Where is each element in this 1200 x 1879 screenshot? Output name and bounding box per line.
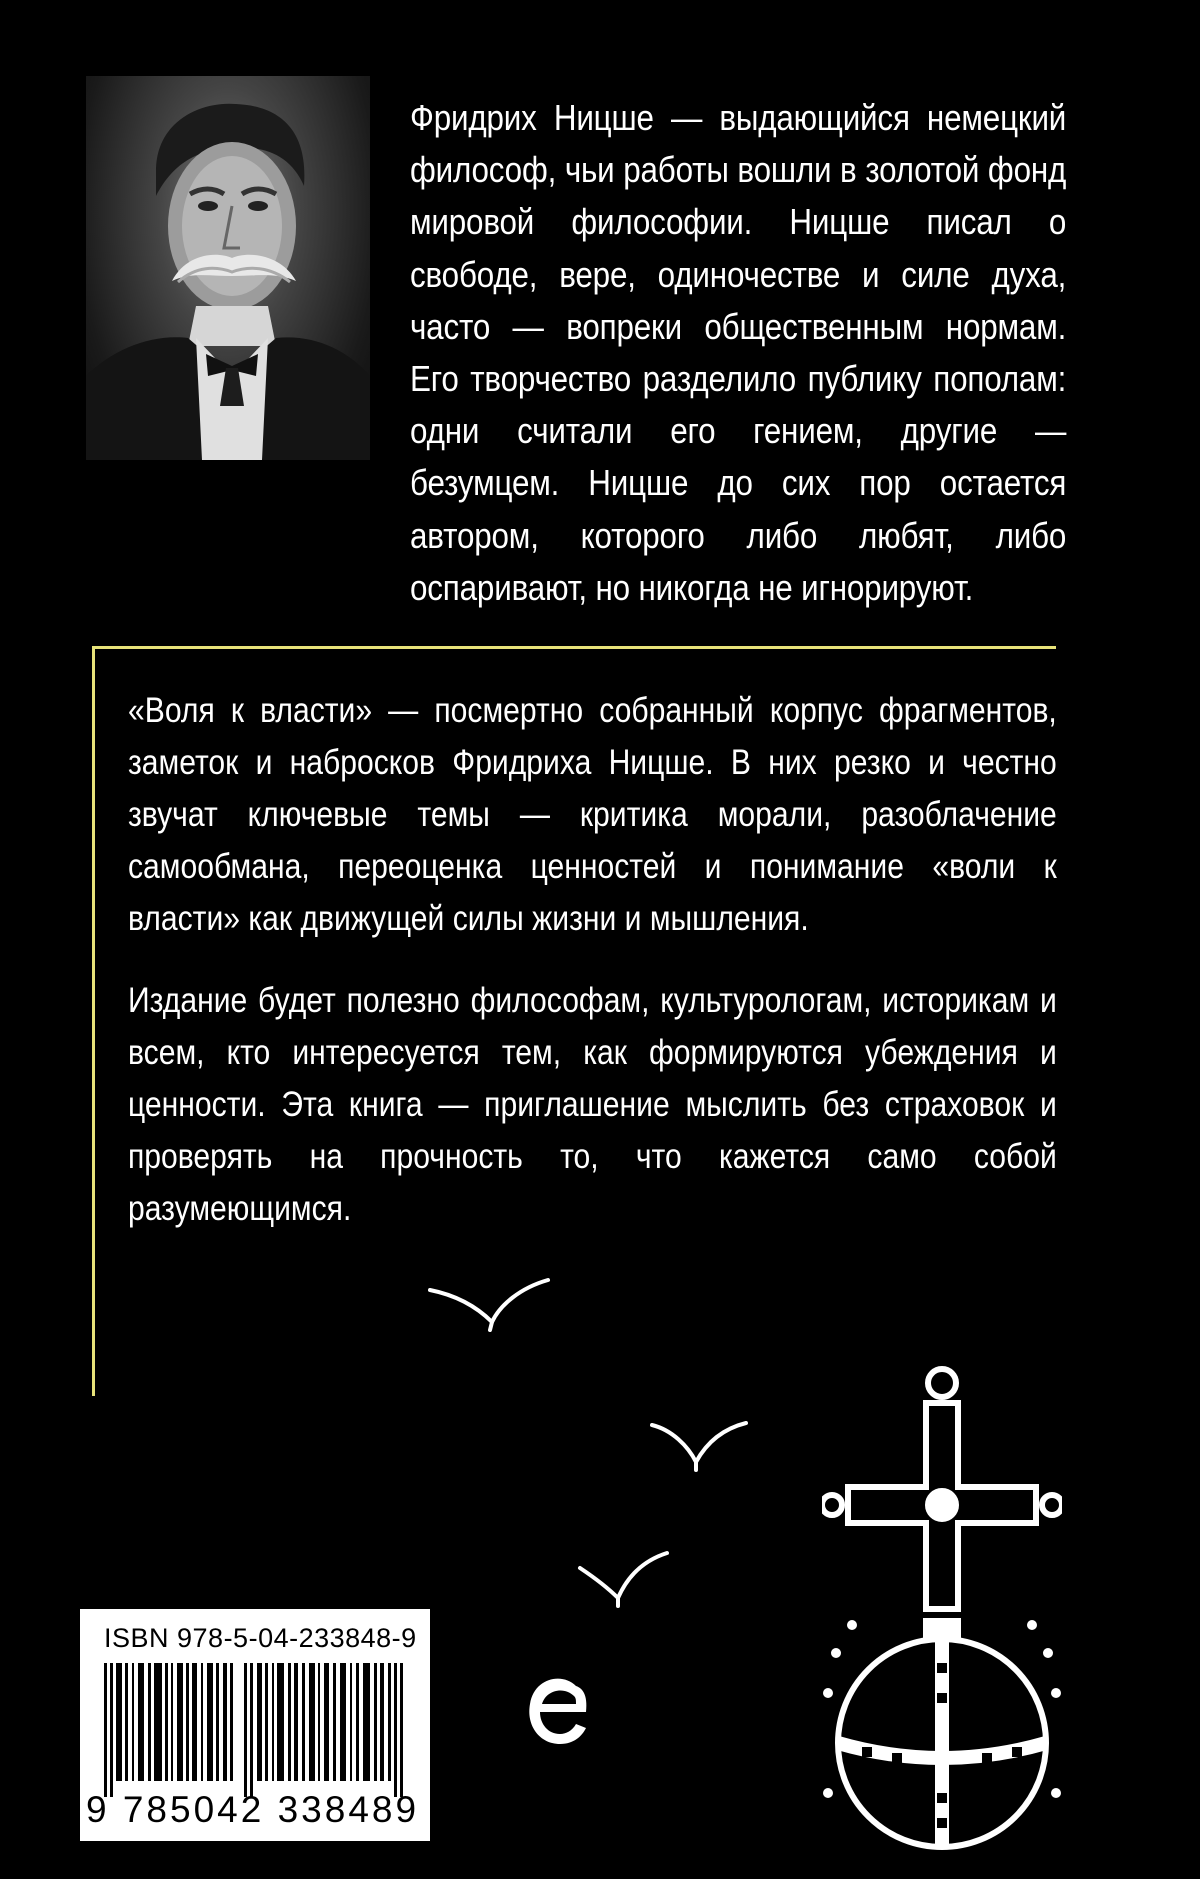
author-bio: Фридрих Ницше — выдающийся немецкий философ, чьи работы вошли в золотой фонд мировой философии. Ницше писал о свободе, вере, одиночестве и силе духа, часто — вопреки общественным нормам. Его творчество разделило публику пополам: одни считали его гением, другие — безумцем. Ницше до сих пор остается автором, которого либо любят, либо оспаривают, но никогда не игнорируют. <box>410 97 1067 608</box>
bird-icon <box>430 1280 548 1322</box>
book-description <box>128 685 1057 1265</box>
orb-cross-icon <box>822 1363 1062 1855</box>
barcode-area <box>80 1609 430 1872</box>
isbn-label: ISBN 978-5-04-233848-9 <box>104 1623 417 1653</box>
portrait-photo <box>86 76 370 460</box>
barcode <box>104 1663 404 1797</box>
publisher-logo-icon <box>520 1664 594 1764</box>
description-paragraph-2: Издание будет полезно философам, культурологам, историкам и всем, кто интересуется тем, как формируются убеждения и ценности. Эта книга — приглашение мыслить без страховок и проверять на прочность то, что кажется само собой разумеющимся. <box>128 981 1057 1228</box>
author-portrait <box>86 76 370 460</box>
description-paragraph-1: «Воля к власти» — посмертно собранный корпус фрагментов, заметок и набросков Фридриха Ницше. В них резко и честно звучат ключевые темы — критика морали, разоблачение самообмана, переоценка ценностей и понимание «воли к власти» как движущей силы жизни и мышления. <box>128 691 1057 938</box>
frame-left-line <box>92 646 95 1396</box>
isbn-digits: 9 785042 338489 > <box>86 1789 420 1872</box>
bird-icon <box>652 1423 746 1462</box>
bird-icon <box>580 1553 667 1598</box>
frame-top-line <box>92 646 1056 649</box>
